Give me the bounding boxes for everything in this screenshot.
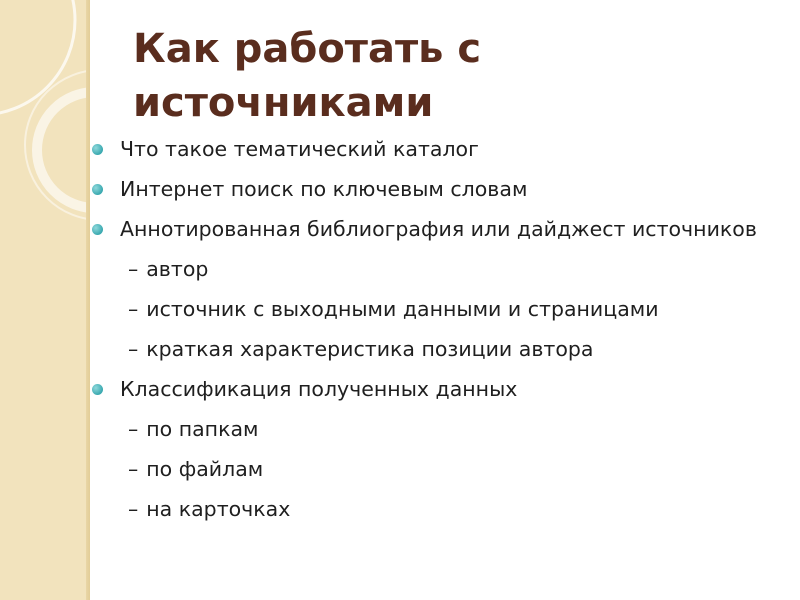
sub-list-item-text: по папкам [146,417,259,441]
dash-icon: – [128,297,139,321]
dash-icon: – [128,417,139,441]
sub-list-item-text: краткая характеристика позиции автора [146,337,594,361]
sub-list-item [90,336,780,363]
list-item [90,136,780,163]
list-item-text: Классификация полученных данных [120,377,518,401]
list-item-text: Что такое тематический каталог [120,137,479,161]
list-item [90,376,780,403]
sub-list-item-text: на карточках [146,497,291,521]
bullet-list [90,136,780,536]
dash-icon: – [128,337,139,361]
dash-icon: – [128,497,139,521]
list-item [90,176,780,203]
slide-title-line2: источниками [133,80,434,126]
sub-list-item-text: автор [146,257,209,281]
list-item [90,216,780,243]
slide-title-line1: Как работать с [133,26,482,72]
side-decoration-band [0,0,90,600]
sub-list-item [90,456,780,483]
dash-icon: – [128,457,139,481]
sub-list-item [90,256,780,283]
sub-list-item-text: источник с выходными данными и страницами [146,297,659,321]
bullet-icon [92,384,103,395]
bullet-icon [92,224,103,235]
list-item-text: Аннотированная библиография или дайджест источников [120,217,757,241]
sub-list-item [90,416,780,443]
sub-list-item [90,496,780,523]
bullet-icon [92,144,103,155]
dash-icon: – [128,257,139,281]
slide-title [133,22,753,130]
sub-list-item-text: по файлам [146,457,264,481]
sub-list-item [90,296,780,323]
list-item-text: Интернет поиск по ключевым словам [120,177,528,201]
circle-ornament-icon [0,0,90,600]
bullet-icon [92,184,103,195]
